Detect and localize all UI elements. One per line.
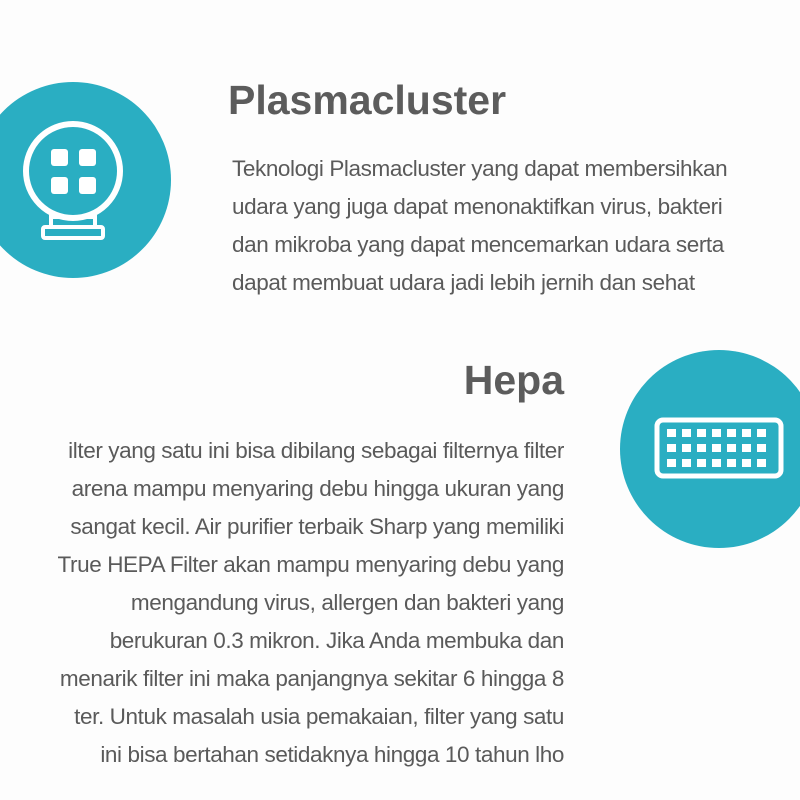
- hepa-description-line: arena mampu menyaring debu hingga ukuran yang: [71, 476, 564, 501]
- hepa-description-line: ini bisa bertahan setidaknya hingga 10 tahun lho: [100, 742, 564, 767]
- plasmacluster-description-line: Teknologi Plasmacluster yang dapat membersihkan: [232, 156, 728, 181]
- plasmacluster-description-line: dan mikroba yang dapat mencemarkan udara serta: [232, 232, 724, 257]
- hepa-description-line: berukuran 0.3 mikron. Jika Anda membuka dan: [109, 628, 564, 653]
- hepa-description-line: ter. Untuk masalah usia pemakaian, filter yang satu: [74, 704, 564, 729]
- hepa-description-line: menarik filter ini maka panjangnya sekitar 6 hingga 8: [59, 666, 564, 691]
- plasmacluster-description-line: udara yang juga dapat menonaktifkan virus, bakteri: [232, 194, 723, 219]
- hepa-description-line: True HEPA Filter akan mampu menyaring debu yang: [57, 552, 564, 577]
- plasmacluster-icon-circle: [0, 82, 171, 278]
- plasmacluster-description: [232, 150, 800, 302]
- hepa-description-line: ilter yang satu ini bisa dibilang sebagai filternya filter: [68, 438, 564, 463]
- plasmacluster-device-icon: [0, 82, 171, 278]
- plasmacluster-description-line: dapat membuat udara jadi lebih jernih dan sehat: [232, 270, 695, 295]
- plasmacluster-title: Plasmacluster: [228, 77, 507, 123]
- hepa-description: [58, 432, 564, 774]
- filter-grid-icon: [620, 350, 800, 548]
- hepa-description-line: sangat kecil. Air purifier terbaik Sharp yang memiliki: [70, 514, 564, 539]
- hepa-icon-circle: [620, 350, 800, 548]
- hepa-title: Hepa: [463, 357, 564, 403]
- hepa-description-line: mengandung virus, allergen dan bakteri yang: [130, 590, 564, 615]
